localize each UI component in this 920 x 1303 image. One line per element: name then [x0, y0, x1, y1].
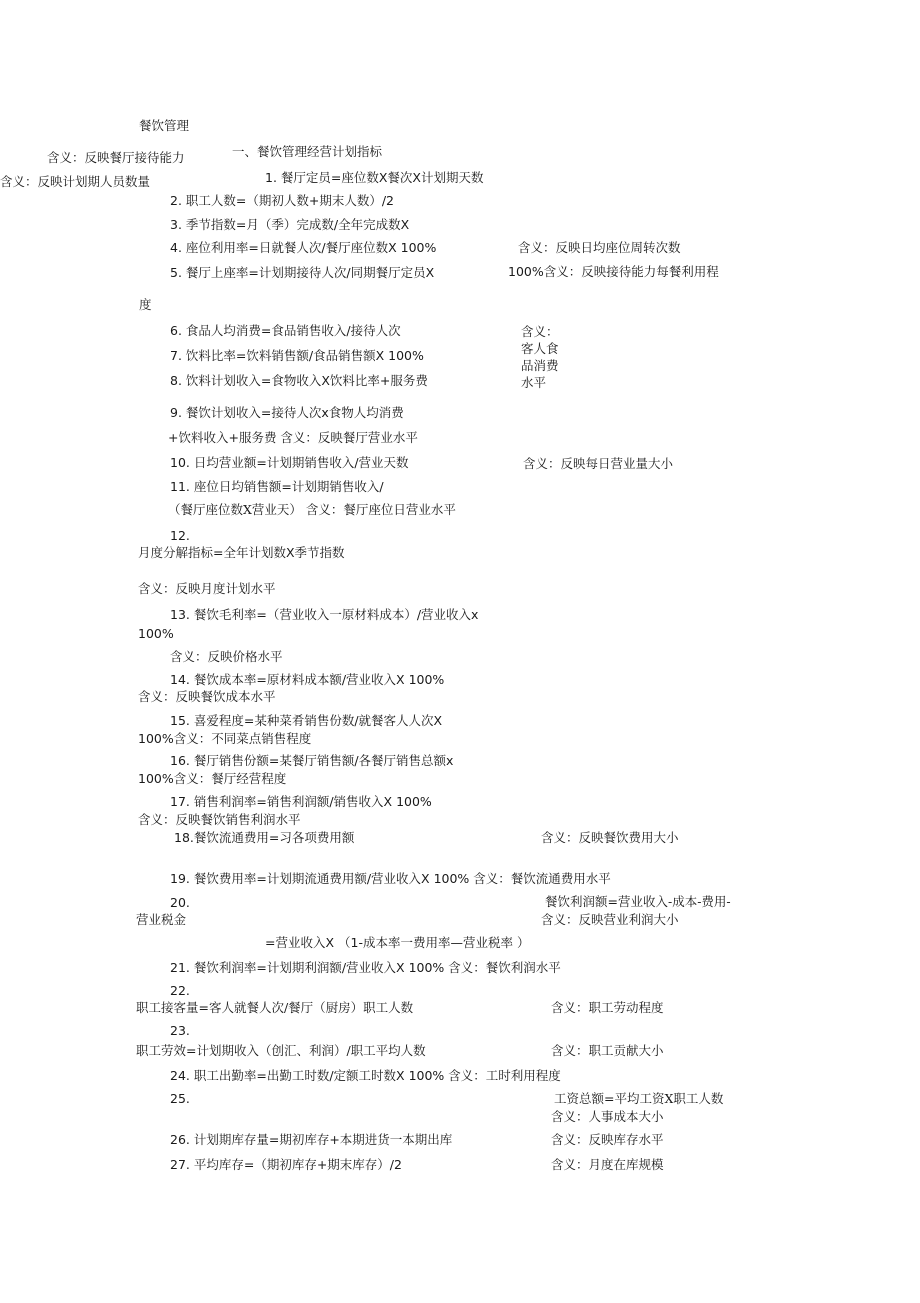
item-19: 19. 餐饮费用率=计划期流通费用额/营业收入X 100% 含义：餐饮流通费用水平: [170, 871, 611, 886]
item-4: 4. 座位利用率=日就餐人次/餐厅座位数X 100%: [170, 240, 437, 255]
item-15: 15. 喜爱程度=某种菜肴销售份数/就餐客人人次X: [170, 713, 443, 728]
item-9: 9. 餐饮计划收入=接待人次x食物人均消费: [170, 405, 404, 420]
meaning-25: 含义：人事成本大小: [551, 1109, 664, 1124]
doc-title: 餐饮管理: [139, 118, 190, 133]
item-9-cont: +饮料收入+服务费 含义：反映餐厅营业水平: [168, 430, 418, 445]
item-13: 13. 餐饮毛利率=（营业收入一原材料成本）/营业收入x: [170, 607, 479, 622]
item-12: 12.: [170, 528, 190, 543]
item-16: 16. 餐厅销售份额=某餐厅销售额/各餐厅销售总额x: [170, 753, 454, 768]
item-25-right: 工资总额=平均工资X职工人数: [554, 1091, 724, 1106]
item-20-right: 餐饮利润额=营业收入-成本-费用-: [545, 894, 731, 909]
item-17: 17. 销售利润率=销售利润额/销售收入X 100%: [170, 794, 432, 809]
item-2: 2. 职工人数=（期初人数+期末人数）/2: [170, 193, 395, 208]
meaning-20: 含义：反映营业利润大小: [541, 912, 679, 927]
item-20-cont: 营业税金: [136, 912, 187, 927]
meaning-22: 含义：职工劳动程度: [551, 1000, 664, 1015]
item-10: 10. 日均营业额=计划期销售收入/营业天数: [170, 455, 409, 470]
meaning-6a: 含义：: [521, 324, 559, 339]
meaning-18: 含义：反映餐饮费用大小: [541, 830, 679, 845]
item-27: 27. 平均库存=（期初库存+期末库存）/2: [170, 1157, 402, 1172]
item-11: 11. 座位日均销售额=计划期销售收入/: [170, 479, 384, 494]
meaning-6b: 客人食: [521, 341, 559, 356]
item-16-cont: 100%含义：餐厅经营程度: [138, 771, 287, 786]
item-5: 5. 餐厅上座率=计划期接待人次/同期餐厅定员X: [170, 265, 435, 280]
item-15-cont: 100%含义：不同菜点销售程度: [138, 731, 312, 746]
item-20: 20.: [170, 895, 190, 910]
item-13-cont: 100%: [138, 626, 174, 641]
item-12-cont: 月度分解指标=全年计划数X季节指数: [138, 545, 345, 560]
meaning-6c: 品消费: [521, 358, 559, 373]
meaning-17: 含义：反映餐饮销售利润水平: [138, 812, 301, 827]
item-5-cont: 度: [139, 297, 152, 312]
meaning-5: 100%含义：反映接待能力每餐利用程: [508, 264, 719, 279]
section-heading: 一、餐饮管理经营计划指标: [232, 144, 383, 159]
meaning-1: 含义：反映餐厅接待能力: [47, 150, 185, 165]
item-7: 7. 饮料比率=饮料销售额/食品销售额X 100%: [170, 348, 424, 363]
item-24: 24. 职工出勤率=出勤工时数/定额工时数X 100% 含义：工时利用程度: [170, 1068, 561, 1083]
meaning-6d: 水平: [521, 375, 547, 390]
item-3: 3. 季节指数=月（季）完成数/全年完成数X: [170, 217, 410, 232]
item-8: 8. 饮料计划收入=食物收入X饮料比率+服务费: [170, 373, 428, 388]
item-23-cont: 职工劳效=计划期收入（创汇、利润）/职工平均人数: [136, 1043, 426, 1058]
meaning-2: 含义：反映计划期人员数量: [0, 174, 151, 189]
item-11-cont: （餐厅座位数X营业天） 含义：餐厅座位日营业水平: [168, 502, 456, 517]
item-26: 26. 计划期库存量=期初库存+本期进货一本期出库: [170, 1132, 453, 1147]
meaning-27: 含义：月度在库规模: [551, 1157, 664, 1172]
item-6: 6. 食品人均消费=食品销售收入/接待人次: [170, 323, 401, 338]
item-1: 1. 餐厅定员=座位数X餐次X计划期天数: [265, 170, 484, 185]
item-22-cont: 职工接客量=客人就餐人次/餐厅（厨房）职工人数: [136, 1000, 414, 1015]
item-25: 25.: [170, 1091, 190, 1106]
item-21: 21. 餐饮利润率=计划期利润额/营业收入X 100% 含义：餐饮利润水平: [170, 960, 561, 975]
item-22: 22.: [170, 983, 190, 998]
meaning-14: 含义：反映餐饮成本水平: [138, 689, 276, 704]
item-20-formula: =营业收入X （1-成本率一费用率—营业税率 ）: [265, 935, 530, 950]
item-18: 18.餐饮流通费用=习各项费用额: [174, 830, 355, 845]
item-23: 23.: [170, 1023, 190, 1038]
meaning-10: 含义：反映每日营业量大小: [523, 456, 674, 471]
meaning-26: 含义：反映库存水平: [551, 1132, 664, 1147]
meaning-4: 含义：反映日均座位周转次数: [518, 240, 681, 255]
meaning-12: 含义：反映月度计划水平: [138, 581, 276, 596]
meaning-23: 含义：职工贡献大小: [551, 1043, 664, 1058]
meaning-13: 含义：反映价格水平: [170, 649, 283, 664]
item-14: 14. 餐饮成本率=原材料成本额/营业收入X 100%: [170, 672, 445, 687]
